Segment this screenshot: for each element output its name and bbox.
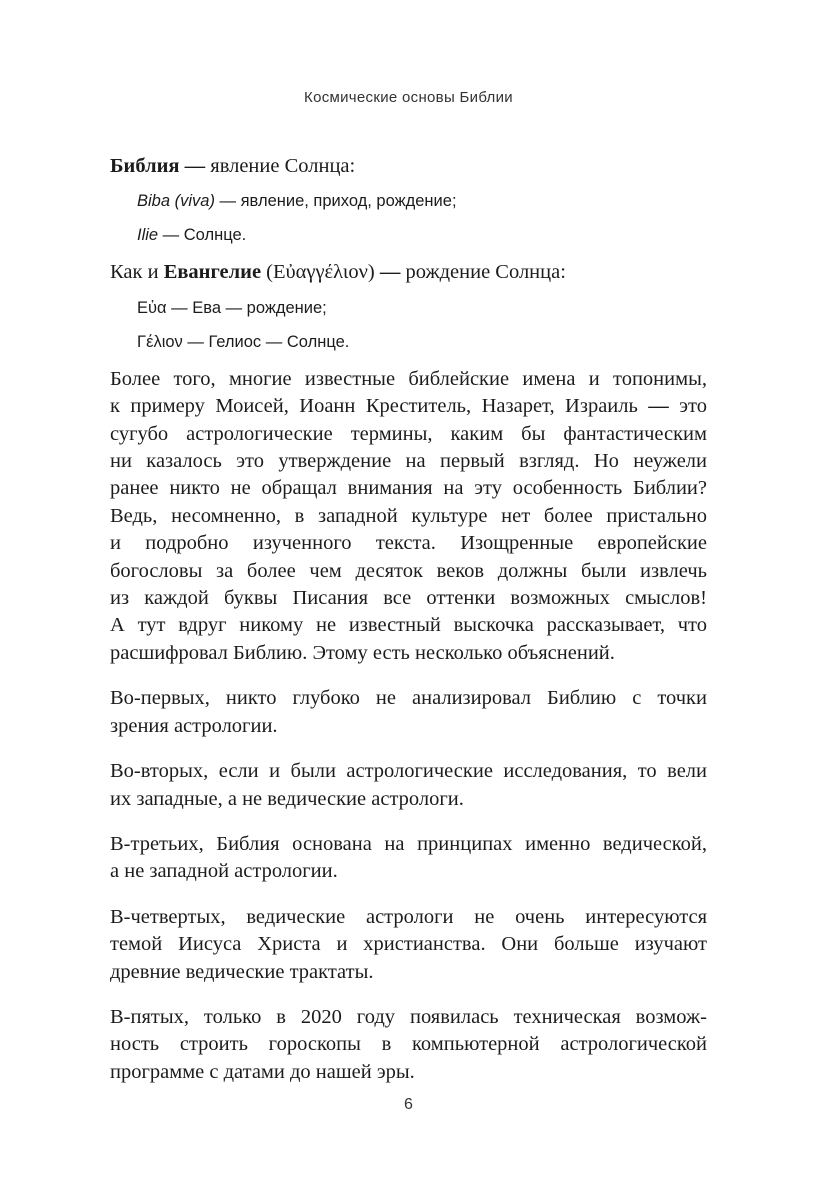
body-paragraph [110,366,707,667]
paragraph-line: богословы за более чем десяток веков должны были извлечь [110,559,707,582]
bible-definition-heading [110,153,707,180]
paragraph-line: Во-вторых, если и были астрологические исследования, то вели [110,760,707,783]
gospel-etymology-list [110,297,707,353]
paragraph-line: Ведь, несомненно, в западной культуре нет более пристально [110,504,707,527]
paragraph-line: древние ведические трактаты. [110,960,374,983]
etymology-item: Biba (viva) — явление, приход, рождение; [137,192,457,211]
paragraph-line: а не западной астрологии. [110,860,338,883]
paragraph-line: их западные, а не ведические астрологи. [110,787,464,810]
paragraph-line: А тут вдруг никому не известный выскочка рассказывает, что [110,614,707,637]
paragraph-line: программе с датами до нашей эры. [110,1060,415,1083]
paragraph-line: из каждой буквы Писания все оттенки возможных смыслов! [110,587,707,610]
page-body [110,153,707,1104]
body-paragraph [110,758,707,813]
body-paragraph [110,831,707,886]
etymology-item: Γέλιον — Гелиос — Солнце. [137,332,350,351]
paragraph-line: зрения астрологии. [110,714,278,737]
bible-etymology-list [110,190,707,246]
body-paragraph [110,685,707,740]
paragraph-line: В-четвертых, ведические астрологи не очень интересуются [110,905,707,928]
bible-term: Библия — [110,155,206,177]
paragraph-line: В-пятых, только в 2020 году появилась техническая возмож- [110,1005,707,1028]
paragraph-line: В-третьих, Библия основана на принципах именно ведической, [110,832,707,855]
etymology-item: Εὐα — Ева — рождение; [137,298,327,317]
etymology-item: Ilie — Солнце. [137,226,247,245]
paragraph-line: Во-первых, никто глубоко не анализировал Библию с точки [110,687,707,710]
page-number: 6 [404,1096,413,1113]
paragraph-line: Более того, многие известные библейские имена и топонимы, [110,367,707,390]
paragraph-line: сугубо астрологические термины, каким бы фантастическим [110,422,707,445]
paragraph-line: ни казалось это утверждение на первый взгляд. Но неужели [110,450,707,473]
gospel-definition-heading: Как и Евангелие (Εὐαγγέλιον) — рождение Солнца: [110,261,566,284]
body-paragraph [110,904,707,986]
gospel-term: Евангелие [163,261,262,284]
paragraph-line: темой Иисуса Христа и христианства. Они больше изучают [110,933,707,956]
body-paragraphs [110,366,707,1086]
paragraph-line: и подробно изученного текста. Изощренные европейские [110,532,707,555]
paragraph-line: расшифровал Библию. Этому есть несколько объяснений. [110,641,615,664]
paragraph-line: к примеру Моисей, Иоанн Креститель, Назарет, Израиль — это [110,395,707,418]
paragraph-line: ранее никто не обращал внимания на эту особенность Библии? [110,477,707,500]
paragraph-line: ность строить гороскопы в компьютерной астрологической [110,1033,707,1056]
bible-term-meaning: явление Солнца: [205,155,356,177]
body-paragraph [110,1004,707,1086]
running-header: Космические основы Библии [304,89,513,106]
